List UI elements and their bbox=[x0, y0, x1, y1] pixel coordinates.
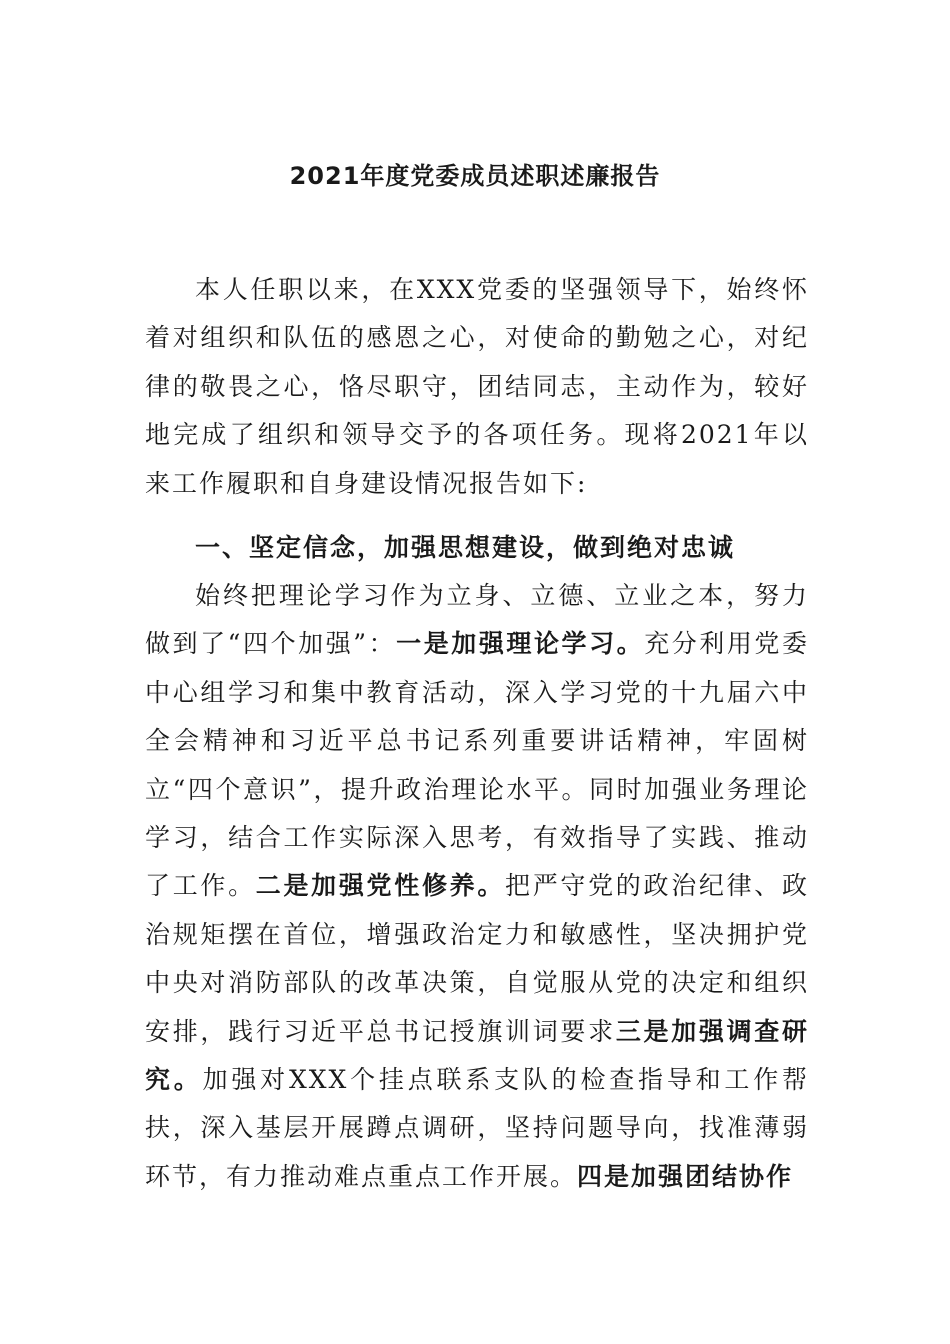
document-title: 2021年度党委成员述职述廉报告 bbox=[289, 162, 661, 190]
bold-point-2: 二是加强党性修养。 bbox=[255, 871, 506, 901]
bold-point-4: 四是加强团结协作 bbox=[577, 1161, 794, 1191]
paragraph-text: 充分利用党委中心组学习和集中教育活动，深入学习党的十九届六中全会精神和习近平总书记系列重要讲话精神，牢固树立“四个意识”，提升政治理论水平。同时加强业务理论学习，结合工作实际深入思考，有效指导了实践、推动了工作。 bbox=[145, 629, 809, 901]
section-heading: 一、坚定信念，加强思想建设，做到绝对忠诚 bbox=[195, 533, 736, 562]
intro-paragraph: 本人任职以来，在XXX党委的坚强领导下，始终怀着对组织和队伍的感恩之心，对使命的勤勉之心，对纪律的敬畏之心，恪尽职守，团结同志，主动作为，较好地完成了组织和领导交予的各项任务。现将2021年以来工作履职和自身建设情况报告如下: bbox=[145, 275, 809, 498]
paragraph-text: 始终把理论学习作为立身、立德、立业之本，努力做到了“四个加强”： bbox=[145, 581, 809, 659]
paragraph-text: 加强对XXX个挂点联系支队的检查指导和工作帮扶，深入基层开展蹲点调研，坚持问题导向，找准薄弱环节，有力推动难点重点工作开展。 bbox=[145, 1065, 809, 1191]
bold-point-3: 三是加强调查研究。 bbox=[145, 1016, 809, 1095]
section-paragraph bbox=[145, 572, 809, 1201]
bold-point-1: 一是加强理论学习。 bbox=[396, 629, 645, 659]
paragraph-text: 把严守党的政治纪律、政治规矩摆在首位，增强政治定力和敏感性，坚决拥护党中央对消防部队的改革决策，自觉服从党的决定和组织安排，践行习近平总书记授旗训词要求 bbox=[145, 871, 809, 1046]
